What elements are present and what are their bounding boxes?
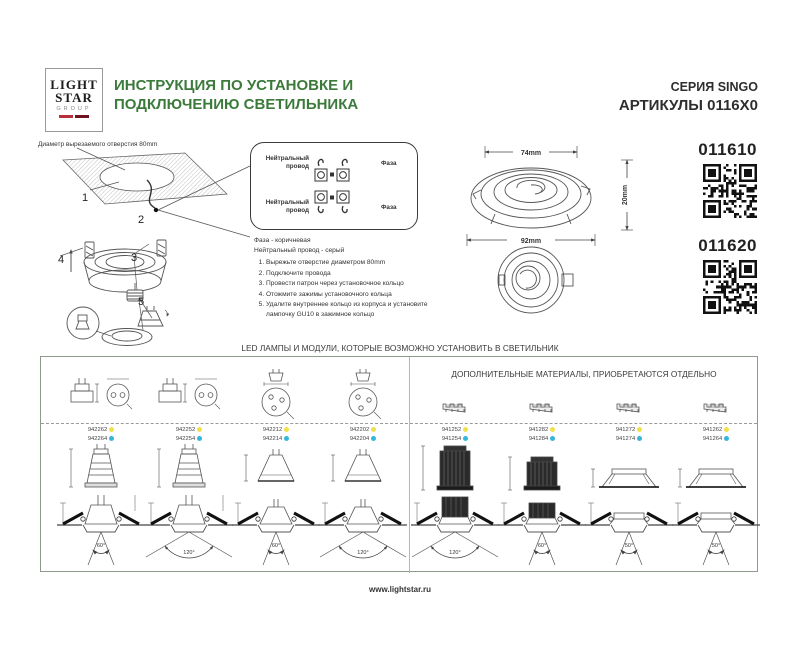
step-4: 4. Отожмите зажимы установочного кольца xyxy=(266,290,450,300)
wire-color-legend xyxy=(254,236,344,256)
color-dot-warm xyxy=(197,427,202,432)
page-title-line2: ПОДКЛЮЧЕНИЮ СВЕТИЛЬНИКА xyxy=(114,96,359,113)
part-number-3: 3 xyxy=(131,252,138,264)
socle-icon xyxy=(672,365,760,423)
socle-icon xyxy=(498,365,586,423)
article-line xyxy=(232,425,320,434)
wiring-diagram-box xyxy=(250,142,418,230)
install-drawing xyxy=(585,495,673,569)
dim-74mm: 74mm xyxy=(520,150,542,157)
neutral-color-note: Нейтральный провод - серый xyxy=(254,247,345,254)
color-dot-cool xyxy=(109,436,114,441)
lamp-column-6 xyxy=(498,365,586,569)
series-name: СЕРИЯ SINGO xyxy=(670,80,758,94)
install-drawing xyxy=(145,495,233,569)
svg-text:60°: 60° xyxy=(96,543,106,549)
article-line xyxy=(672,425,760,434)
article-codes xyxy=(145,423,233,443)
article-code: 942254 xyxy=(175,435,196,442)
site-url: www.lightstar.ru xyxy=(369,585,431,594)
logo-word-light: LIGHT xyxy=(50,77,98,92)
neutral-wire-label-bottom: Нейтральный провод xyxy=(265,199,309,214)
logo-word-star: STAR xyxy=(55,90,93,105)
article-line xyxy=(57,425,145,434)
color-dot-cool xyxy=(371,436,376,441)
article-code: 941264 xyxy=(702,435,723,442)
lightstar-logo xyxy=(45,68,103,132)
step-3: 3. Провести патрон через установочное кольцо xyxy=(266,279,450,289)
color-dot-cool xyxy=(463,436,468,441)
dim-92mm: 92mm xyxy=(520,238,542,245)
svg-text:120°: 120° xyxy=(357,550,369,556)
fixture-front-view xyxy=(498,247,573,313)
article-code: 942212 xyxy=(262,426,283,433)
section-divider xyxy=(409,357,410,573)
part-number-5: 5 xyxy=(138,296,145,308)
article-code: 941274 xyxy=(615,435,636,442)
qr-code-011610 xyxy=(703,164,757,218)
svg-text:60°: 60° xyxy=(537,543,547,549)
lamp-drawing xyxy=(57,443,145,495)
svg-text:120°: 120° xyxy=(183,550,195,556)
installation-exploded-diagram xyxy=(35,150,250,350)
article-code: 941284 xyxy=(528,435,549,442)
hole-diameter-note: Диаметр вырезаемого отверстия 80mm xyxy=(38,141,158,148)
step-2: 2. Подключите провода xyxy=(266,269,450,279)
part-number-1: 1 xyxy=(82,192,89,204)
article-codes xyxy=(672,423,760,443)
svg-text:120°: 120° xyxy=(449,550,461,556)
phase-label-top: Фаза xyxy=(381,160,397,167)
article-line xyxy=(319,425,407,434)
article-011620: 011620 xyxy=(698,236,757,255)
socle-icon xyxy=(411,365,499,423)
install-drawing xyxy=(57,495,145,569)
color-dot-warm xyxy=(637,427,642,432)
phase-color-note: Фаза - коричневая xyxy=(254,237,311,244)
lamp-drawing xyxy=(498,443,586,495)
socle-icon xyxy=(319,365,407,423)
color-dot-cool xyxy=(724,436,729,441)
article-code: 942252 xyxy=(175,426,196,433)
logo-word-group: GROUP xyxy=(56,106,92,112)
article-011610: 011610 xyxy=(698,140,757,159)
article-code: 941252 xyxy=(441,426,462,433)
color-dot-cool xyxy=(637,436,642,441)
step-5: 5. Удалите внутреннее кольцо из корпуса и установите лампочку GU10 в зажимное кольцо xyxy=(266,300,450,319)
lamp-column-2 xyxy=(145,365,233,569)
lamp-column-3 xyxy=(232,365,320,569)
color-dot-warm xyxy=(109,427,114,432)
terminal-block-drawing xyxy=(311,157,359,215)
article-line xyxy=(145,425,233,434)
article-code: 942202 xyxy=(349,426,370,433)
phase-label-bottom: Фаза xyxy=(381,204,397,211)
cutout-hole xyxy=(100,163,174,191)
article-code: 941272 xyxy=(615,426,636,433)
lamp-column-4 xyxy=(319,365,407,569)
article-codes xyxy=(232,423,320,443)
socle-icon xyxy=(585,365,673,423)
svg-text:50°: 50° xyxy=(624,543,634,549)
article-codes xyxy=(498,423,586,443)
compat-section-title: LED ЛАМПЫ И МОДУЛИ, КОТОРЫЕ ВОЗМОЖНО УСТАНОВИТЬ В СВЕТИЛЬНИК xyxy=(241,343,559,353)
color-dot-warm xyxy=(550,427,555,432)
install-drawing xyxy=(319,495,407,569)
article-line xyxy=(411,425,499,434)
article-line xyxy=(498,434,586,443)
article-line xyxy=(145,434,233,443)
article-code: 941282 xyxy=(528,426,549,433)
svg-text:60°: 60° xyxy=(271,543,281,549)
article-line xyxy=(585,434,673,443)
article-code: 942264 xyxy=(87,435,108,442)
article-line xyxy=(498,425,586,434)
extra-materials-title: ДОПОЛНИТЕЛЬНЫЕ МАТЕРИАЛЫ, ПРИОБРЕТАЮТСЯ ОТДЕЛЬНО xyxy=(451,369,717,379)
fixture-top-view xyxy=(471,168,591,228)
lamp-column-5 xyxy=(411,365,499,569)
connector-line-bottom xyxy=(158,210,250,237)
article-codes xyxy=(411,423,499,443)
color-dot-warm xyxy=(371,427,376,432)
qr-code-011620 xyxy=(703,260,757,314)
dim-20mm: 20mm xyxy=(622,184,629,206)
color-dot-warm xyxy=(724,427,729,432)
installation-steps xyxy=(254,258,450,321)
compat-box xyxy=(40,356,758,572)
detail-bubble xyxy=(67,307,111,339)
install-drawing xyxy=(672,495,760,569)
page-title-line1: ИНСТРУКЦИЯ ПО УСТАНОВКЕ И xyxy=(114,77,354,94)
lamp-drawing xyxy=(145,443,233,495)
mounting-ring xyxy=(84,240,166,292)
article-line xyxy=(232,434,320,443)
series-block xyxy=(619,80,758,114)
install-drawing xyxy=(498,495,586,569)
socle-icon xyxy=(57,365,145,423)
article-line xyxy=(585,425,673,434)
article-code: 942262 xyxy=(87,426,108,433)
lamp-drawing xyxy=(319,443,407,495)
part-number-4: 4 xyxy=(58,254,65,266)
article-code: 941254 xyxy=(441,435,462,442)
lamp-drawing xyxy=(411,443,499,495)
step-1: 1. Вырежьте отверстие диаметром 80mm xyxy=(266,258,450,268)
part-number-2: 2 xyxy=(138,214,145,226)
articles-label: АРТИКУЛЫ 0116X0 xyxy=(618,97,758,114)
article-line xyxy=(57,434,145,443)
page-title xyxy=(114,76,358,114)
dimension-drawing xyxy=(455,138,650,320)
install-drawing xyxy=(411,495,499,569)
lamp-drawing xyxy=(585,443,673,495)
color-dot-cool xyxy=(550,436,555,441)
socle-icon xyxy=(145,365,233,423)
svg-text:50°: 50° xyxy=(711,543,721,549)
article-codes xyxy=(57,423,145,443)
article-codes xyxy=(585,423,673,443)
article-code: 942204 xyxy=(349,435,370,442)
article-code: 942214 xyxy=(262,435,283,442)
lamp-column-8 xyxy=(672,365,760,569)
color-dot-warm xyxy=(284,427,289,432)
lamp-column-1 xyxy=(57,365,145,569)
logo-color-bars xyxy=(46,115,102,118)
color-dot-cool xyxy=(197,436,202,441)
article-line xyxy=(411,434,499,443)
article-code: 941262 xyxy=(702,426,723,433)
article-line xyxy=(672,434,760,443)
lamp-drawing xyxy=(232,443,320,495)
color-dot-warm xyxy=(463,427,468,432)
lamp-column-7 xyxy=(585,365,673,569)
lamp-drawing xyxy=(672,443,760,495)
socle-icon xyxy=(232,365,320,423)
article-line xyxy=(319,434,407,443)
color-dot-cool xyxy=(284,436,289,441)
install-drawing xyxy=(232,495,320,569)
neutral-wire-label-top: Нейтральный провод xyxy=(265,155,309,170)
article-codes xyxy=(319,423,407,443)
